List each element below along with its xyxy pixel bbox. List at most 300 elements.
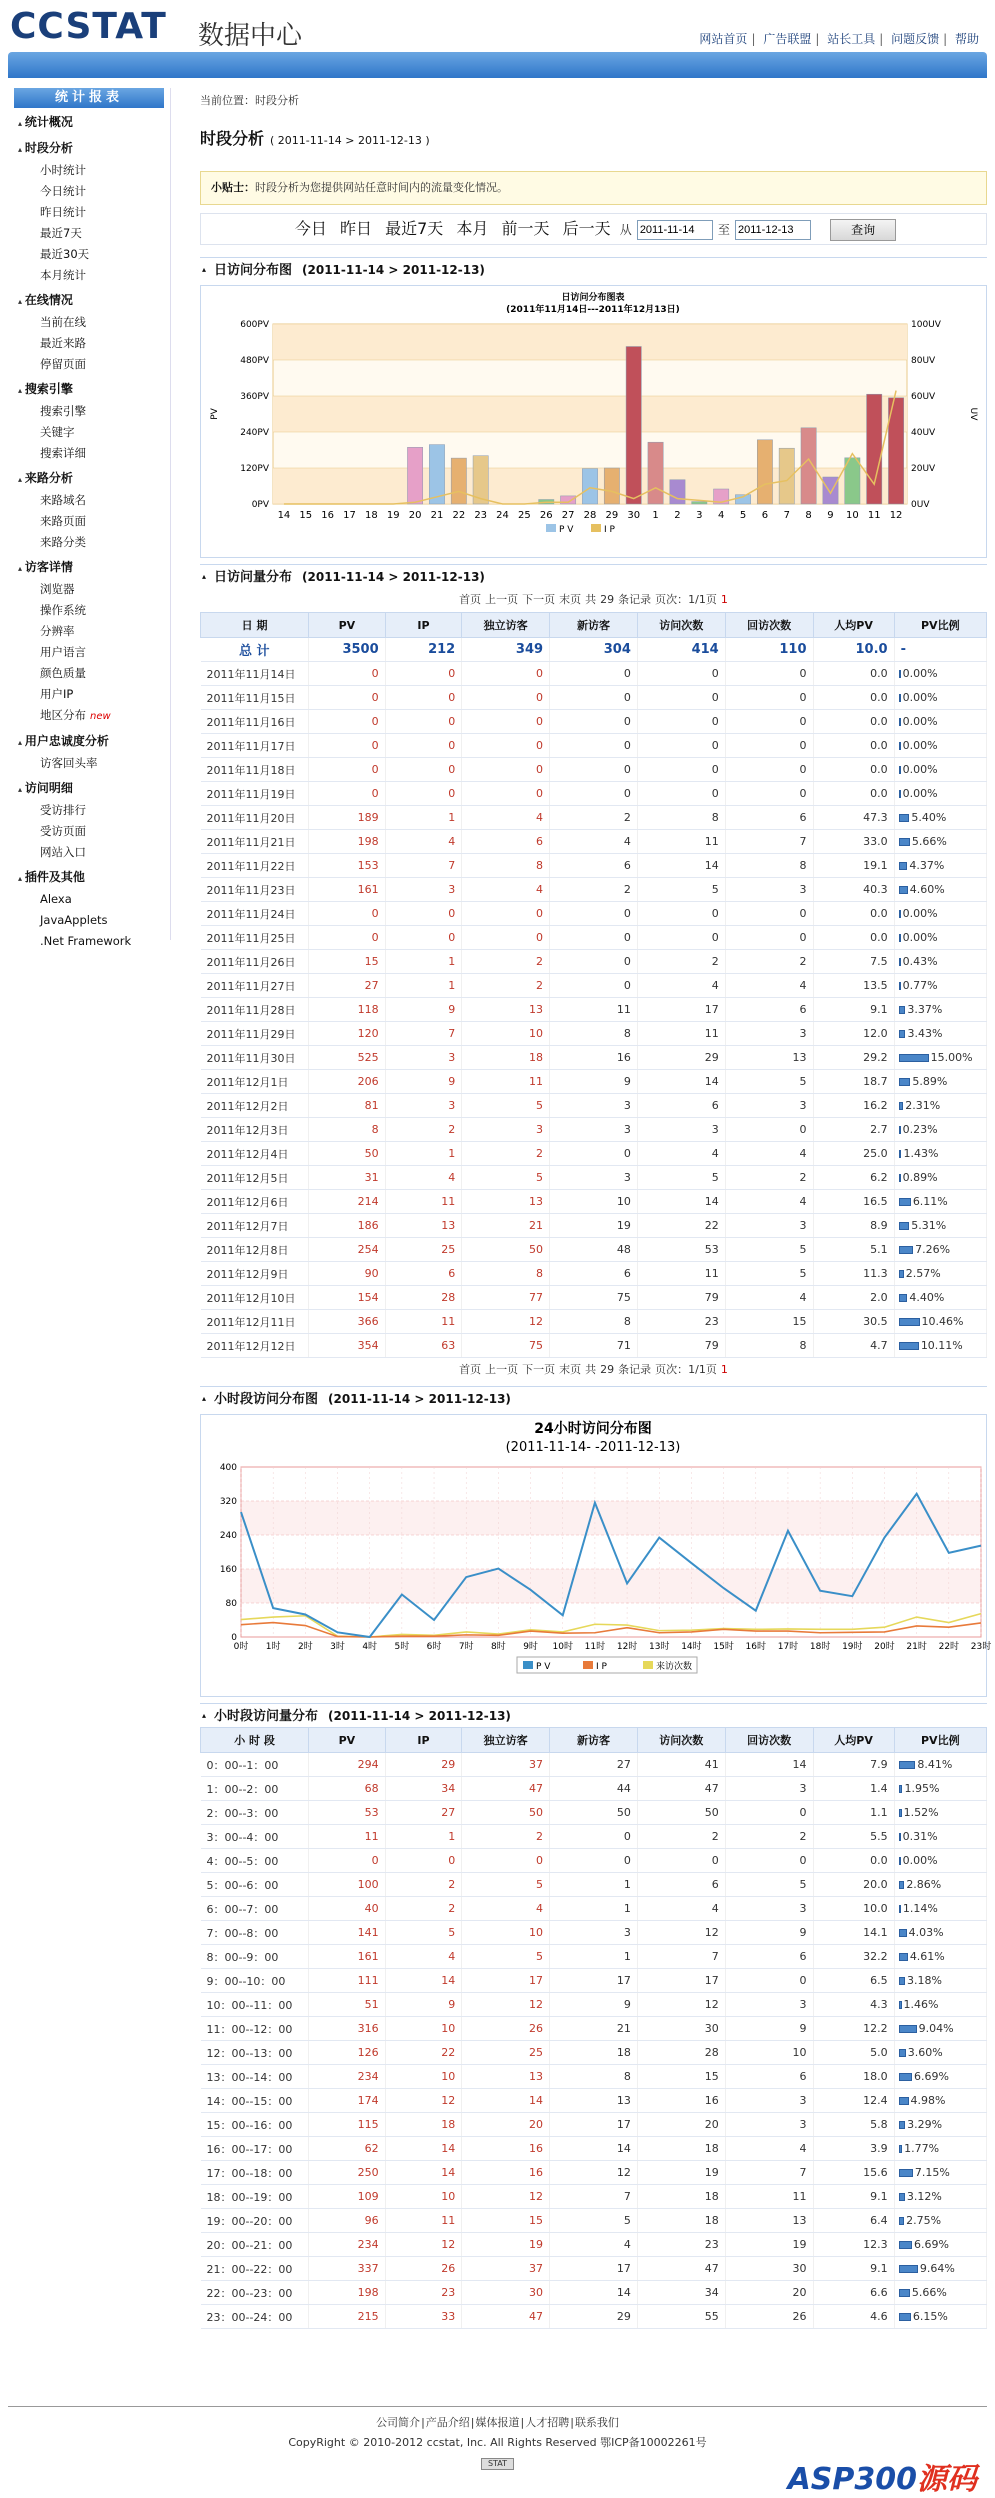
sidebar-item[interactable] [8,753,170,774]
sidebar-item[interactable] [8,401,170,422]
nav-help-link[interactable]: 帮助 [954,32,979,46]
daily-bar-chart [201,286,986,554]
column-header[interactable]: 人均PV [813,1728,894,1753]
table-cell [894,1849,986,1873]
table-cell: 4 [725,974,813,998]
footer-link-about[interactable]: 公司简介 [376,2416,421,2429]
table-cell: 37 [462,2257,550,2281]
table-cell: 2 [462,974,550,998]
nav-ads-link[interactable]: 广告联盟 [763,32,812,46]
table-cell: 19 [550,1214,638,1238]
table-cell: 14 [637,1070,725,1094]
pv-ratio-text: 4.98% [910,2094,946,2107]
pv-ratio-bar [899,1785,903,1793]
table-cell: 4 [462,878,550,902]
table-row [201,2257,987,2281]
sidebar-item[interactable] [8,532,170,553]
query-button[interactable]: 查询 [830,219,896,241]
sidebar-group-title[interactable]: ▴ 搜索引擎 [8,379,170,401]
pv-ratio-bar [899,742,901,750]
total-cell: 304 [550,638,638,662]
table-cell: 2011年11月20日 [201,806,309,830]
table-cell [894,974,986,998]
table-cell: 13 [385,1214,462,1238]
pv-ratio-text: 6.11% [912,1195,948,1208]
pv-bar [757,440,772,504]
table-cell: 0：00--1：00 [201,1753,309,1777]
sidebar-item[interactable] [8,910,170,931]
table-cell: 11 [309,1825,386,1849]
table-cell: 18.0 [813,2065,894,2089]
table-cell: 26 [462,2017,550,2041]
pv-ratio-text: 2.31% [905,1099,941,1112]
table-cell: 12 [637,1993,725,2017]
table-cell: 6 [462,830,550,854]
pv-ratio-bar [899,1761,916,1769]
table-cell: 12 [462,1310,550,1334]
sidebar-group-title[interactable]: ▴ 访客详情 [8,557,170,579]
x-tick: 10时 [552,1642,573,1652]
table-row [201,830,987,854]
y-tick-left: 240PV [240,428,269,438]
table-row [201,1166,987,1190]
pager-prev-link[interactable]: 上一页 [485,593,519,606]
table-cell: 2 [725,1825,813,1849]
table-cell: 37 [462,1753,550,1777]
sidebar-item[interactable] [8,600,170,621]
table-cell: 47 [462,1777,550,1801]
sidebar-group-title[interactable]: ▴ 用户忠诚度分析 [8,731,170,753]
x-tick: 17时 [777,1642,799,1652]
x-tick: 24 [496,510,509,521]
table-cell: 22：00--23：00 [201,2281,309,2305]
x-tick: 9 [827,510,834,521]
sidebar-item[interactable] [8,663,170,684]
table-cell: 214 [309,1190,386,1214]
table-cell: 30.5 [813,1310,894,1334]
table-cell: 14 [385,2161,462,2185]
table-cell [894,1262,986,1286]
table-cell: 17 [550,2113,638,2137]
sidebar-item[interactable] [8,443,170,464]
table-cell: 10 [385,2185,462,2209]
sidebar-group-title[interactable]: ▴ 插件及其他 [8,867,170,889]
sidebar-item[interactable] [8,931,170,952]
table-cell: 5 [550,2209,638,2233]
table-cell: 0 [385,686,462,710]
legend-swatch [591,524,601,532]
legend-label: I P [604,525,615,535]
table-cell [894,1094,986,1118]
table-row [201,950,987,974]
footer-link-media[interactable]: 媒体报道 [475,2416,520,2429]
chart-subtitle: (2011年11月14日---2011年12月13日) [506,305,680,315]
pv-ratio-text: 3.12% [906,2190,942,2203]
table-cell: 2 [550,806,638,830]
sidebar-group-title[interactable]: ▴ 来路分析 [8,468,170,490]
x-tick: 23 [474,510,488,521]
table-row [201,782,987,806]
logo[interactable]: CCSTAT [10,6,167,47]
column-header[interactable]: PV [309,613,386,638]
y-tick-left: 480PV [240,356,269,366]
page-title [200,126,987,149]
stat-badge[interactable]: STAT [481,2458,514,2470]
table-cell: 7：00--8：00 [201,1921,309,1945]
column-header[interactable]: 日 期 [201,613,309,638]
column-header[interactable]: 人均PV [813,613,894,638]
sidebar-item[interactable] [8,312,170,333]
x-tick: 7时 [458,1642,474,1652]
pv-ratio-bar [899,1126,901,1134]
pv-ratio-bar [899,934,901,942]
table-row [201,1070,987,1094]
table-cell: 17 [462,1969,550,1993]
column-header[interactable]: 独立访客 [462,613,550,638]
table-cell: 5：00--6：00 [201,1873,309,1897]
table-cell: 0 [550,710,638,734]
pager-prev-link[interactable]: 上一页 [485,1363,519,1376]
column-header[interactable]: 访问次数 [637,1728,725,1753]
table-cell: 8 [550,1310,638,1334]
table-cell: 12 [385,2089,462,2113]
table-cell: 2 [385,1897,462,1921]
table-row [201,854,987,878]
table-cell [894,902,986,926]
pv-ratio-text: 5.66% [911,2286,947,2299]
pv-ratio-text: 2.86% [906,1878,942,1891]
table-cell: 0 [385,758,462,782]
column-header[interactable]: 独立访客 [462,1728,550,1753]
y-tick: 240 [219,1531,237,1541]
pager-total-prefix: 共 [585,1363,597,1376]
footer-link-products[interactable]: 产品介绍 [425,2416,470,2429]
sidebar-item[interactable] [8,490,170,511]
table-cell: 12：00--13：00 [201,2041,309,2065]
table-cell: 0 [637,1849,725,1873]
table-cell: 48 [550,1238,638,1262]
column-header[interactable]: 回访次数 [725,1728,813,1753]
pv-ratio-text: 0.43% [902,955,938,968]
x-tick: 27 [561,510,575,521]
pv-ratio-text: 0.31% [902,1830,938,1843]
table-cell: 2 [637,950,725,974]
query-month-link[interactable]: 本月 [456,219,489,238]
table-cell: 79 [637,1334,725,1358]
table-cell: 17 [550,2257,638,2281]
table-cell: 0 [309,782,386,806]
table-cell: 32.2 [813,1945,894,1969]
table-cell: 11 [637,830,725,854]
table-cell: 1 [385,950,462,974]
daily-chart-heading [200,257,987,281]
table-cell: 3.9 [813,2137,894,2161]
query-next-day-link[interactable]: 后一天 [562,219,611,238]
sidebar-item[interactable] [8,181,170,202]
table-cell: 0 [550,974,638,998]
table-cell: 8 [725,854,813,878]
to-date-input[interactable] [735,220,811,240]
table-header-row [201,613,987,638]
table-cell: 13 [462,1190,550,1214]
sidebar-item[interactable] [8,705,170,727]
x-tick: 3 [696,510,703,521]
table-cell: 47.3 [813,806,894,830]
sidebar-item[interactable] [8,684,170,705]
x-tick: 16 [321,510,335,521]
sidebar-item-label: 搜索详细 [40,446,86,460]
table-cell: 8 [550,2065,638,2089]
table-cell: 5.5 [813,1825,894,1849]
table-cell: 4 [725,1142,813,1166]
pv-ratio-text: 0.00% [902,1854,938,1867]
pv-ratio-text: 6.15% [912,2310,948,2323]
table-cell: 4 [550,830,638,854]
table-cell: 198 [309,830,386,854]
table-cell: 3：00--4：00 [201,1825,309,1849]
total-cell: 110 [725,638,813,662]
table-cell [894,878,986,902]
sidebar-item[interactable] [8,333,170,354]
table-cell: 1 [385,1825,462,1849]
table-row [201,2305,987,2329]
x-tick: 4 [717,510,725,521]
sidebar-item[interactable] [8,223,170,244]
from-date-input[interactable] [637,220,713,240]
x-tick: 19时 [842,1642,863,1652]
y-tick-left: 120PV [240,464,269,474]
query-last7-link[interactable]: 最近7天 [385,219,444,238]
table-cell: 8 [637,806,725,830]
column-header[interactable]: PV比例 [894,1728,986,1753]
table-cell: 2011年12月3日 [201,1118,309,1142]
table-row [201,2185,987,2209]
legend-label: 来访次数 [656,1662,693,1672]
table-cell: 6 [550,854,638,878]
table-cell: 15 [725,1310,813,1334]
pv-ratio-bar [899,2265,918,2273]
table-cell: 11 [637,1022,725,1046]
table-cell: 8 [550,1022,638,1046]
table-cell: 5.1 [813,1238,894,1262]
table-cell: 11 [385,2209,462,2233]
pager-first-link[interactable]: 首页 [459,1363,482,1376]
table-cell: 2：00--3：00 [201,1801,309,1825]
column-header[interactable]: 新访客 [550,1728,638,1753]
table-cell: 354 [309,1334,386,1358]
table-cell: 0 [725,758,813,782]
sidebar-item[interactable] [8,354,170,375]
table-cell: 34 [637,2281,725,2305]
pager-last-link[interactable]: 末页 [559,593,582,606]
table-cell: 11 [637,1262,725,1286]
table-cell [894,1022,986,1046]
sidebar-title: 统计报表 [14,88,164,108]
pv-ratio-text: 0.00% [902,715,938,728]
total-cell: 总 计 [201,638,309,662]
table-cell [894,1118,986,1142]
column-header[interactable]: IP [385,613,462,638]
table-cell: 2.0 [813,1286,894,1310]
table-cell: 17 [637,1969,725,1993]
nav-home-link[interactable]: 网站首页 [699,32,748,46]
sidebar-item-label: 昨日统计 [40,205,86,219]
sidebar-item[interactable] [8,265,170,286]
pv-ratio-bar [899,2145,903,2153]
table-cell: 12.0 [813,1022,894,1046]
pv-ratio-text: 10.46% [921,1315,964,1328]
nav-feedback-link[interactable]: 问题反馈 [891,32,940,46]
sidebar-group-title[interactable]: ▴ 时段分析 [8,138,170,160]
column-header[interactable]: 小 时 段 [201,1728,309,1753]
footer-link-jobs[interactable]: 人才招聘 [525,2416,570,2429]
page-title-text: 时段分析 [200,129,265,148]
x-tick: 5时 [394,1642,410,1652]
table-cell: 10 [462,1022,550,1046]
table-cell: 2011年12月7日 [201,1214,309,1238]
sidebar-item-label: 最近来路 [40,336,86,350]
table-row [201,662,987,686]
pv-bar [582,469,597,504]
table-cell: 2011年11月24日 [201,902,309,926]
daily-table-range: (2011-11-14 > 2011-12-13) [302,570,485,584]
sidebar-item[interactable] [8,621,170,642]
sidebar-item[interactable] [8,579,170,600]
table-cell: 6 [637,1873,725,1897]
table-cell: 50 [550,1801,638,1825]
table-row [201,2065,987,2089]
pv-ratio-bar [899,1857,901,1865]
sidebar-item[interactable] [8,160,170,181]
sidebar-group-title[interactable]: ▴ 统计概况 [8,112,170,134]
pv-ratio-bar [899,2217,905,2225]
sidebar-group [8,138,170,286]
query-yesterday-link[interactable]: 昨日 [339,219,372,238]
table-cell: 2 [725,950,813,974]
column-header[interactable]: 访问次数 [637,613,725,638]
pv-ratio-text: 8.41% [917,1758,953,1771]
table-row [201,1046,987,1070]
pager-next-link[interactable]: 下一页 [522,1363,556,1376]
pv-bar [451,458,466,504]
table-cell: 19 [462,2233,550,2257]
sidebar-item[interactable] [8,842,170,863]
x-tick: 25 [518,510,531,521]
x-tick: 2 [674,510,681,521]
table-cell: 0.0 [813,710,894,734]
table-cell: 4 [637,1897,725,1921]
table-cell: 53 [309,1801,386,1825]
column-header[interactable]: PV比例 [894,613,986,638]
sidebar-item[interactable] [8,889,170,910]
column-header[interactable]: IP [385,1728,462,1753]
nav-tools-link[interactable]: 站长工具 [827,32,876,46]
sidebar-item-label: 今日统计 [40,184,86,198]
column-header[interactable]: 新访客 [550,613,638,638]
pager-current-page[interactable]: 1 [720,1363,728,1376]
sidebar-group-title[interactable]: ▴ 在线情况 [8,290,170,312]
x-tick: 17 [343,510,356,521]
table-cell: 9.1 [813,2257,894,2281]
sidebar-item-label: 本月统计 [40,268,86,282]
table-cell: 4 [385,1166,462,1190]
pv-ratio-text: 3.37% [907,1003,943,1016]
sidebar-item[interactable] [8,244,170,265]
table-row [201,1334,987,1358]
sidebar-item[interactable] [8,821,170,842]
sidebar-item[interactable] [8,800,170,821]
table-cell: 9.1 [813,998,894,1022]
pager-current-page[interactable]: 1 [720,593,728,606]
pv-ratio-bar [899,1030,906,1038]
table-row [201,998,987,1022]
table-cell: 1：00--2：00 [201,1777,309,1801]
table-cell: 10 [385,2017,462,2041]
x-tick: 1 [652,510,659,521]
sidebar-item-label: 最近30天 [40,247,90,261]
pv-ratio-bar [899,1078,911,1086]
query-today-link[interactable]: 今日 [294,219,327,238]
pv-ratio-text: 2.57% [905,1267,941,1280]
pv-ratio-bar [899,670,901,678]
pv-ratio-text: 4.60% [909,883,945,896]
table-cell: 25.0 [813,1142,894,1166]
table-cell: 20：00--21：00 [201,2233,309,2257]
pv-ratio-bar [899,1102,904,1110]
table-cell: 20 [462,2113,550,2137]
table-cell: 41 [637,1753,725,1777]
pager-first-link[interactable]: 首页 [459,593,482,606]
table-cell: 3 [725,1214,813,1238]
table-cell: 11：00--12：00 [201,2017,309,2041]
pager-next-link[interactable]: 下一页 [522,593,556,606]
table-cell: 7 [725,2161,813,2185]
sidebar-item[interactable] [8,642,170,663]
hourly-line-chart [201,1415,992,1693]
sidebar-item-label: 浏览器 [40,582,75,596]
y-label-right: UV [968,407,978,421]
sidebar-group [8,731,170,774]
sidebar-item[interactable] [8,511,170,532]
page-range: ( 2011-11-14 > 2011-12-13 ) [270,134,430,147]
table-cell: 55 [637,2305,725,2329]
table-cell: 28 [385,1286,462,1310]
pv-ratio-bar [899,958,901,966]
pager-total: 29 [600,1363,615,1376]
footer-link-contact[interactable]: 联系我们 [574,2416,619,2429]
table-cell: 29 [385,1753,462,1777]
table-cell: 6 [637,1094,725,1118]
sidebar-item[interactable] [8,202,170,223]
table-cell: 115 [309,2113,386,2137]
table-cell: 3 [725,1897,813,1921]
column-header[interactable]: 回访次数 [725,613,813,638]
table-cell: 11 [550,998,638,1022]
pv-ratio-text: 5.66% [911,835,947,848]
sidebar-item[interactable] [8,422,170,443]
table-cell: 28 [637,2041,725,2065]
query-prev-day-link[interactable]: 前一天 [501,219,550,238]
column-header[interactable]: PV [309,1728,386,1753]
main-content [200,88,992,2329]
table-cell: 12 [385,2233,462,2257]
sidebar-group-title[interactable]: ▴ 访问明细 [8,778,170,800]
sidebar-item-label: 小时统计 [40,163,86,177]
table-cell: 5 [462,1166,550,1190]
table-cell [894,1897,986,1921]
pager-last-link[interactable]: 末页 [559,1363,582,1376]
table-cell: 3 [725,2089,813,2113]
